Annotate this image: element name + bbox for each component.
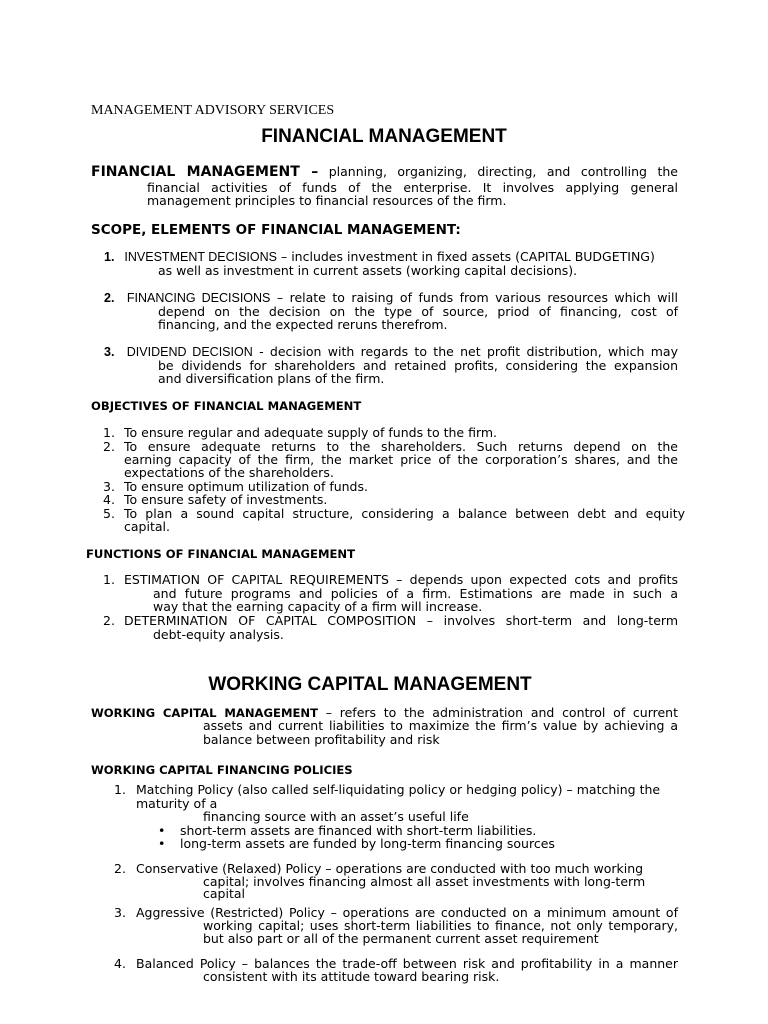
scope-text: - decision with regards to the net profit distribution, which may bbox=[259, 344, 678, 359]
wcm-definition-line-2: assets and current liabilities to maximize the firm’s value by achieving a bbox=[203, 718, 678, 733]
scope-item-2-line-3: financing, and the expected reruns therefrom. bbox=[158, 317, 448, 332]
scope-item-1 bbox=[104, 250, 678, 264]
objective-number-5: 5. bbox=[103, 506, 115, 521]
definition-line-2: financial activities of funds of the enterprise. It involves applying general bbox=[147, 180, 678, 195]
policy-4-line-1: Balanced Policy – balances the trade-off between risk and profitability in a manner bbox=[136, 956, 678, 971]
policy-2-line-1: Conservative (Relaxed) Policy – operations are conducted with too much working bbox=[136, 861, 644, 876]
wcm-term: WORKING CAPITAL MANAGEMENT bbox=[91, 706, 319, 720]
item-number: 3. bbox=[104, 345, 115, 359]
definition-line-1 bbox=[91, 165, 678, 179]
objective-number-3: 3. bbox=[103, 479, 115, 494]
objective-number-1: 1. bbox=[103, 425, 115, 440]
scope-item-3-line-2: be dividends for shareholders and retained profits, considering the expansion bbox=[158, 358, 678, 373]
objective-2-line-2: earning capacity of the firm, the market price of the corporation’s shares, and the bbox=[124, 452, 678, 467]
scope-item-2 bbox=[104, 291, 678, 305]
scope-term: INVESTMENT DECISIONS bbox=[124, 250, 277, 264]
policy-1-line-2: maturity of a bbox=[136, 796, 218, 811]
policy-number-3: 3. bbox=[114, 905, 126, 920]
bullet-icon: • bbox=[158, 836, 166, 851]
scope-text: – relate to raising of funds from various resources which will bbox=[276, 290, 678, 305]
definition-text: planning, organizing, directing, and controlling the bbox=[328, 164, 678, 179]
function-2-line-1: DETERMINATION OF CAPITAL COMPOSITION – involves short-term and long-term bbox=[124, 613, 678, 628]
definition-line-3: management principles to financial resources of the firm. bbox=[147, 193, 507, 208]
policy-number-4: 4. bbox=[114, 956, 126, 971]
function-1-line-1: ESTIMATION OF CAPITAL REQUIREMENTS – depends upon expected cots and profits bbox=[124, 572, 678, 587]
course-title: MANAGEMENT ADVISORY SERVICES bbox=[91, 103, 335, 118]
policy-2-line-2: capital; involves financing almost all asset investments with long-term bbox=[203, 874, 646, 889]
function-2-line-2: debt-equity analysis. bbox=[153, 627, 284, 642]
wcm-definition-text: – refers to the administration and control of current bbox=[325, 705, 678, 720]
policy-3-line-1: Aggressive (Restricted) Policy – operations are conducted on a minimum amount of bbox=[136, 905, 678, 920]
page-title: FINANCIAL MANAGEMENT bbox=[261, 126, 507, 147]
definition-term: FINANCIAL MANAGEMENT – bbox=[91, 164, 319, 180]
objective-2-line-1: To ensure adequate returns to the shareholders. Such returns depend on the bbox=[124, 439, 678, 454]
scope-heading: SCOPE, ELEMENTS OF FINANCIAL MANAGEMENT: bbox=[91, 222, 461, 238]
function-1-line-3: way that the earning capacity of a firm will increase. bbox=[153, 599, 483, 614]
bullet-icon: • bbox=[158, 823, 166, 838]
policy-1-line-1: Matching Policy (also called self-liquidating policy or hedging policy) – matching the bbox=[136, 782, 661, 797]
function-number-1: 1. bbox=[103, 572, 115, 587]
objective-number-2: 2. bbox=[103, 439, 115, 454]
policy-number-1: 1. bbox=[114, 782, 126, 797]
scope-item-3 bbox=[104, 345, 678, 359]
policy-3-line-2: working capital; uses short-term liabilities to finance, not only temporary, bbox=[203, 918, 678, 933]
functions-heading: FUNCTIONS OF FINANCIAL MANAGEMENT bbox=[86, 547, 356, 561]
scope-item-1-line-2: as well as investment in current assets (working capital decisions). bbox=[158, 263, 578, 278]
objective-3: To ensure optimum utilization of funds. bbox=[124, 479, 368, 494]
policy-1-bullet-2: long-term assets are funded by long-term financing sources bbox=[180, 836, 555, 851]
policy-1-bullet-1: short-term assets are financed with short-term liabilities. bbox=[180, 823, 537, 838]
item-number: 2. bbox=[104, 291, 115, 305]
scope-term: FINANCING DECISIONS bbox=[126, 291, 271, 305]
policy-2-line-3: capital bbox=[203, 886, 245, 901]
scope-term: DIVIDEND DECISION bbox=[126, 345, 253, 359]
policies-heading: WORKING CAPITAL FINANCING POLICIES bbox=[91, 763, 353, 777]
policy-3-line-3: but also part or all of the permanent current asset requirement bbox=[203, 931, 599, 946]
policy-number-2: 2. bbox=[114, 861, 126, 876]
objective-5-line-2: capital. bbox=[124, 519, 170, 534]
policy-4-line-2: consistent with its attitude toward bearing risk. bbox=[203, 969, 500, 984]
policy-1-line-3: financing source with an asset’s useful life bbox=[203, 809, 469, 824]
objective-1: To ensure regular and adequate supply of funds to the firm. bbox=[124, 425, 498, 440]
section-title-wcm: WORKING CAPITAL MANAGEMENT bbox=[208, 674, 532, 695]
scope-item-2-line-2: depend on the decision on the type of source, priod of financing, cost of bbox=[158, 304, 678, 319]
wcm-definition-line-3: balance between profitability and risk bbox=[203, 732, 440, 747]
item-number: 1. bbox=[104, 250, 115, 264]
objective-4: To ensure safety of investments. bbox=[124, 492, 328, 507]
function-number-2: 2. bbox=[103, 613, 115, 628]
scope-text: – includes investment in fixed assets (CAPITAL BUDGETING) bbox=[280, 249, 655, 264]
objective-2-line-3: expectations of the shareholders. bbox=[124, 465, 334, 480]
objective-number-4: 4. bbox=[103, 492, 115, 507]
objectives-heading: OBJECTIVES OF FINANCIAL MANAGEMENT bbox=[91, 399, 362, 413]
function-1-line-2: and future programs and policies of a firm. Estimations are made in such a bbox=[153, 586, 678, 601]
objective-5-line-1: To plan a sound capital structure, considering a balance between debt and equity bbox=[124, 506, 685, 521]
scope-item-3-line-3: and diversification plans of the firm. bbox=[158, 371, 385, 386]
